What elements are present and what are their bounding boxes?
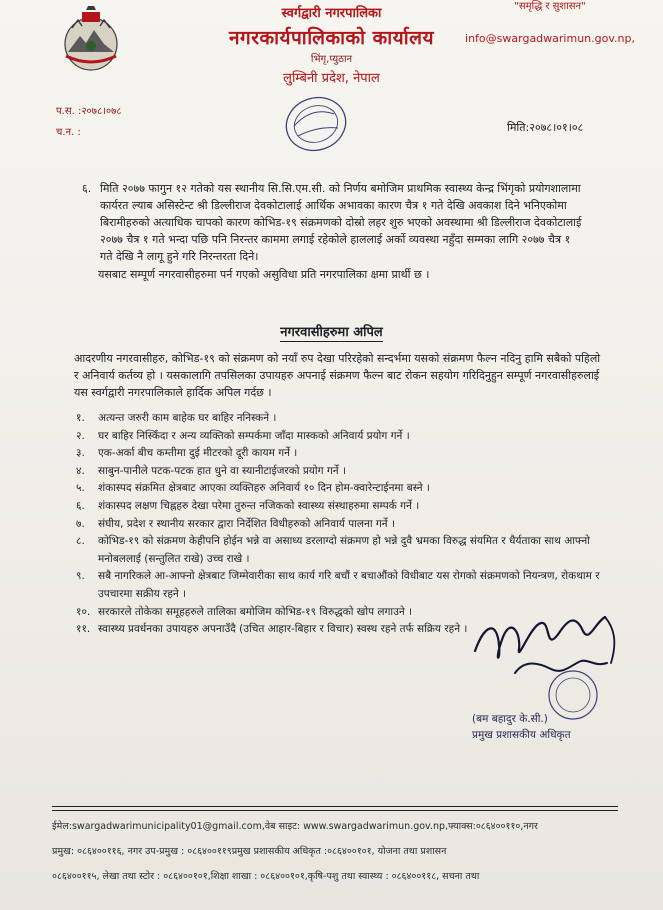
list-item: २. घर बाहिर निस्किँदा र अन्य व्यक्तिको सम्पर्कमा जाँदा मास्कको अनिवार्य प्रयोग गर्ने । [76,429,410,442]
footer-divider [52,810,618,811]
list-item: ३. एक-अर्का बीच कम्तीमा दुई मीटरको दूरी कायम गर्ने । [76,447,298,460]
footer-contact-line: ०८६४००११५, लेखा तथा स्टोर : ०८६४००१०१,शिक्षा शाखा : ०८६४००१०१,कृषि-पशु तथा स्वास्थ्य : ०८६४००११८, सचना तथा [52,871,480,882]
apology-statement: यसबाट सम्पूर्ण नगरवासीहरुमा पर्न गएको असुविधा प्रति नगरपालिका क्षमा प्रार्थी छ । [98,268,430,281]
paragraph-number: ६. [82,182,92,195]
appeal-heading: नगरवासीहरुमा अपिल [280,325,383,340]
signer-title: प्रमुख प्रशासकीय अधिकृत [472,729,571,741]
list-item: १. अत्यन्त जरुरी काम बाहेक घर बाहिर ननिस्कने । [76,412,277,424]
list-item: ८. कोभिड-१९ को संक्रमण केहीपनि होईन भन्ने वा असाध्य डरलाग्दो संक्रमण हो भन्ने दुवै भ्रमका विरुद्ध संयमित र धैर्यताका साथ आफ्नो मनोबललाई (सन्तुलित राखे) उच्च राखे । [76,535,590,565]
office-place: भिंगृ,प्युठान [310,54,353,65]
list-item: ४. साबुन-पानीले पटक-पटक हात धुने वा स्यानीटाईजरको प्रयोग गर्ने । [76,464,346,477]
list-item: ७. संघीय, प्रदेश र स्थानीय सरकार द्वारा निर्देशित विधीहरुको अनिवार्य पालना गर्ने । [76,517,395,530]
office-name: स्वर्गद्वारी नगरपालिका [281,6,382,21]
list-item: १०. सरकारले तोकेका समूहहरुले तालिका बमोजिम कोभिड-१९ विरुद्धको खोप लगाउने । [76,605,413,618]
office-title: नगरकार्यपालिकाको कार्यालय [228,27,435,49]
footer-contact-line: ईमेल:swargadwarimunicipality01@gmail.com,वेब साइट: www.swargadwarimun.gov.np,फ्याक्स:०८६४००११०,नगर [52,821,538,832]
appeal-intro: आदरणीय नगरवासीहरु, कोभिड-१९ को संक्रमण को नयाँ रुप देखा परिरहेको सन्दर्भमा यसको संक्रमण फैल्न नदिनु हामि सबैको पहिलो र अनिवार्य कर्तव्य हो । यसकालागि तपसिलका उपायहरु अपनाई संक्रमण फैल्न बाट रोकन सहयोग गरिदिनुहुन सम्पूर्ण नगरवासीहरुलाई यस स्वर्गद्वारी नगरपालिकाले हार्दिक अपिल गर्दछ । [74,352,601,399]
footer-contact-line: प्रमुख: ०८६४००११६, नगर उप-प्रमुख : ०८६४००११९प्रमुख प्रशासकीय अधिकृत :०८६४००१०१, योजना तथा प्रशासन [52,846,447,857]
letter-date: मिति:२०७८।०१।०८ [507,121,584,134]
list-item: ९. सबै नागरिकले आ-आफ्नो क्षेत्रबाट जिम्मेवारीका साथ कार्य गरि बचौं र बचाऔंको विधीबाट यस रोगको संक्रमणको नियन्त्रण, रोकथाम र उपचारमा सक्रीय रहने । [76,570,600,600]
header-motto: "समृद्धि र सुशासन" [514,1,586,12]
letter-reference: प.स. :२०७८।०७८ [56,106,122,117]
office-province: लुम्बिनी प्रदेश, नेपाल [283,71,380,86]
signer-name: (बम बहादुर के.सी.) [472,713,548,725]
signature-icon [455,603,635,728]
list-item: ११. स्वास्थ्य प्रवर्धनका उपायहरु अपनाउँदै (उचित आहार-बिहार र विचार) स्वस्थ रहने तर्फ सक्रिय रहने । [76,623,468,636]
list-item: ६. शंकास्पद लक्षण चिह्नहरु देखा परेमा तुरुन्त नजिकको स्वास्थ्य संस्थाहरुमा सम्पर्क गर्ने । [76,499,420,512]
registration-stamp-icon [272,86,360,158]
header-email: info@swargadwarimun.gov.np, [465,32,635,45]
list-item: ५. शंकास्पद संक्रमित क्षेत्रबाट आएका व्यक्तिहरु अनिवार्य १० दिन होम-क्वारेन्टाईनमा बस्ने । [76,482,430,495]
dispatch-number: च.न. : [56,127,81,138]
footer-divider [52,806,618,807]
decision-paragraph: मिति २०७७ फागुन १२ गतेको यस स्थानीय सि.सि.एम.सी. को निर्णय बमोजिम प्राथमिक स्वास्थ्य केन्द्र भिंगृको प्रयोगशालामा कार्यरत ल्याब असिस्टेन्ट श्री डिल्लीराज देवकोटालाई आर्थिक अभावका कारण चैत्र १ गते देखि अवकाश दिने भनिएकोमा बिरामीहरुको अत्याधिक चापको कारण कोभिड-१९ संक्रमणको दोस्रो लहर शुरु भएको अवस्थामा श्री डिल्लीराज देवकोटालाई २०७७ चैत्र १ गते भन्दा पछि पनि निरन्तर काममा लगाई रहेकोले हाललाई अर्को व्यवस्था नहुँदा सम्मका लागि २०७७ चैत्र १ गते देखि नै लागू हुने गरि निरन्तरता दिने। [100,182,582,263]
